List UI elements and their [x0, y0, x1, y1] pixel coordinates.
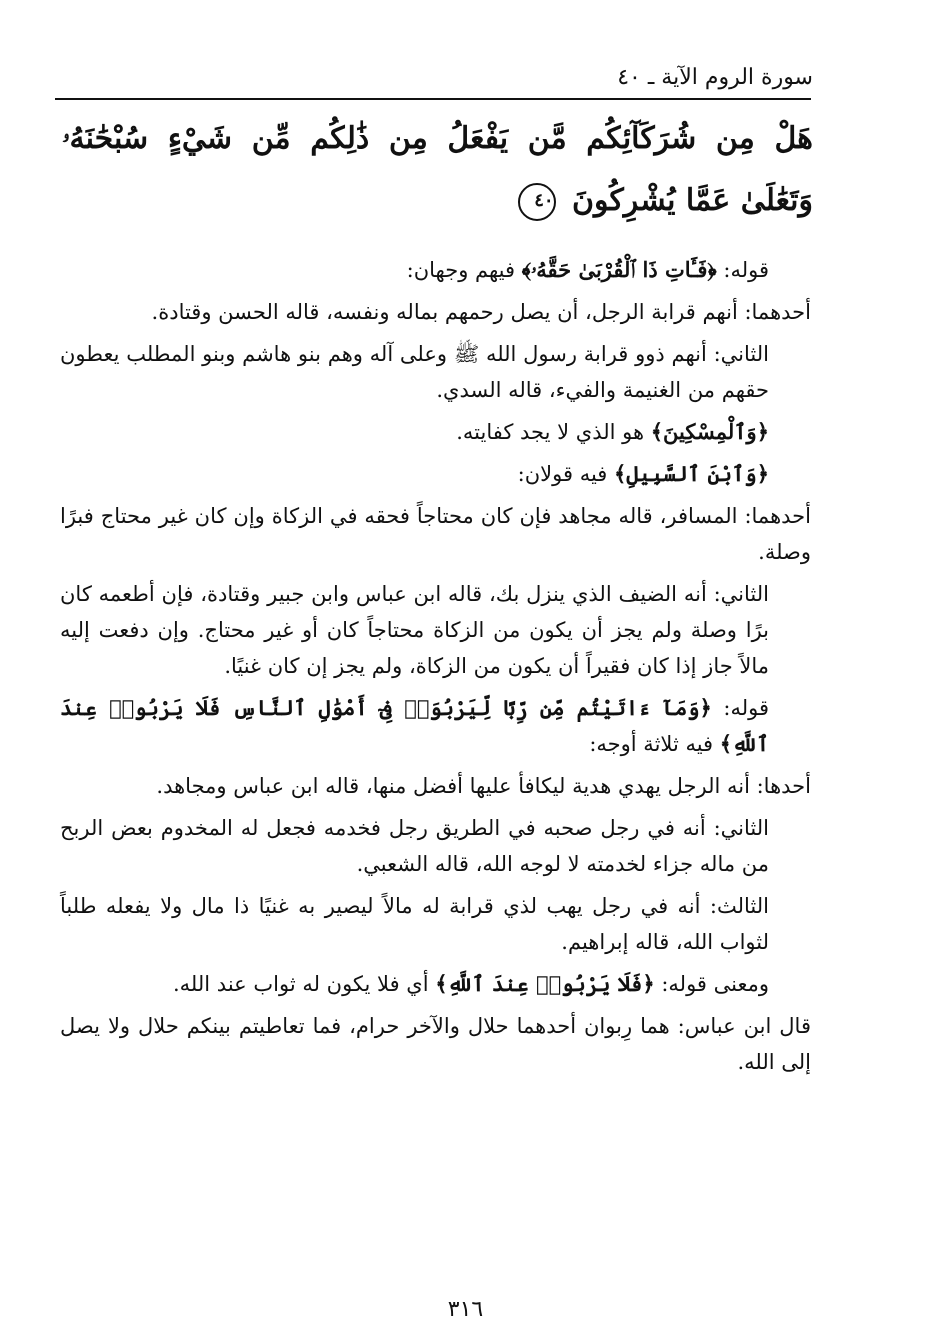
verse-text: هَلْ مِن شُرَكَآئِكُم مَّن يَفْعَلُ مِن ذَٰلِكُم مِّن شَيْءٍ سُبْحَٰنَهُۥ وَتَعَٰلَىٰ عَمَّا يُشْرِكُونَ	[62, 121, 813, 218]
header-rule	[55, 98, 811, 100]
quran-quote: ﴿وَٱبْنَ ٱلسَّبِيلِ﴾	[614, 461, 769, 486]
ayah-number-marker: ٤٠	[518, 183, 556, 221]
paragraph: قوله: ﴿فَـَٔاتِ ذَا ٱلْقُرْبَىٰ حَقَّهُۥ﴾ فيهم وجهان:	[406, 257, 769, 282]
page-number: ٣١٦	[447, 1297, 484, 1322]
paragraph: أحدها: أنه الرجل يهدي هدية ليكافأ عليها أفضل منها، قاله ابن عباس ومجاهد.	[156, 774, 811, 798]
commentary-body	[60, 252, 811, 1086]
paragraph: الثالث: أنه في رجل يهب لذي قرابة له مالاً ليصير به غنيًا ذا مال ولا يفعله طلباً لثواب الله، قاله إبراهيم.	[60, 894, 769, 954]
paragraph: أحدهما: المسافر، قاله مجاهد فإن كان محتاجاً فحقه في الزكاة وإن كان غير محتاج فبرًا وصلة.	[60, 504, 811, 564]
paragraph: أحدهما: أنهم قرابة الرجل، أن يصل رحمهم بماله ونفسه، قاله الحسن وقتادة.	[151, 300, 811, 324]
paragraph: الثاني: أنه في رجل صحبه في الطريق رجل فخدمه فجعل له المخدوم بعض الربح من ماله جزاء لخدمته لا لوجه الله، قاله الشعبي.	[60, 816, 769, 876]
paragraph: ﴿وَٱلْمِسْكِينَ﴾ هو الذي لا يجد كفايته.	[456, 419, 769, 444]
paragraph: ﴿وَٱبْنَ ٱلسَّبِيلِ﴾ فيه قولان:	[517, 461, 769, 486]
paragraph: قال ابن عباس: هما رِبوان أحدهما حلال والآخر حرام، فما تعاطيتم بينكم حلال ولا يصل إلى الله.	[60, 1014, 811, 1074]
running-header: سورة الروم الآية ـ ٤٠	[617, 65, 813, 90]
quran-quote: ﴿وَمَآ ءَاتَيْتُم مِّن رِّبًا لِّيَرْبُوَا۟ فِىٓ أَمْوَٰلِ ٱلنَّاسِ فَلَا يَرْبُوا۟ عِندَ ٱللَّهِ﴾	[60, 695, 769, 756]
quran-quote: ﴿فَـَٔاتِ ذَا ٱلْقُرْبَىٰ حَقَّهُۥ﴾	[521, 257, 717, 282]
quran-verse	[62, 108, 813, 232]
paragraph: الثاني: أنهم ذوو قرابة رسول الله ﷺ وعلى آله وهم بنو هاشم وبنو المطلب يعطون حقهم من الغنيمة والفيء، قاله السدي.	[60, 342, 769, 402]
quran-quote: ﴿وَٱلْمِسْكِينَ﴾	[650, 419, 769, 444]
paragraph: ومعنى قوله: ﴿فَلَا يَرْبُوا۟ عِندَ ٱللَّهِ﴾ أي فلا يكون له ثواب عند الله.	[173, 971, 769, 996]
quran-quote: ﴿فَلَا يَرْبُوا۟ عِندَ ٱللَّهِ﴾	[435, 971, 655, 996]
paragraph: قوله: ﴿وَمَآ ءَاتَيْتُم مِّن رِّبًا لِّيَرْبُوَا۟ فِىٓ أَمْوَٰلِ ٱلنَّاسِ فَلَا يَرْبُوا۟ عِندَ ٱللَّهِ﴾ فيه ثلاثة أوجه:	[60, 695, 769, 756]
paragraph: الثاني: أنه الضيف الذي ينزل بك، قاله ابن عباس وابن جبير وقتادة، فإن أطعمه كان برًا وصلة ولم يجز أن يكون من الزكاة محتاجاً كان أو غير محتاج. وإن دفعت إليه مالاً جاز إذا كان فقيراً أن يكون من الزكاة، ولم يجز إن كان غنيًا.	[60, 582, 769, 678]
